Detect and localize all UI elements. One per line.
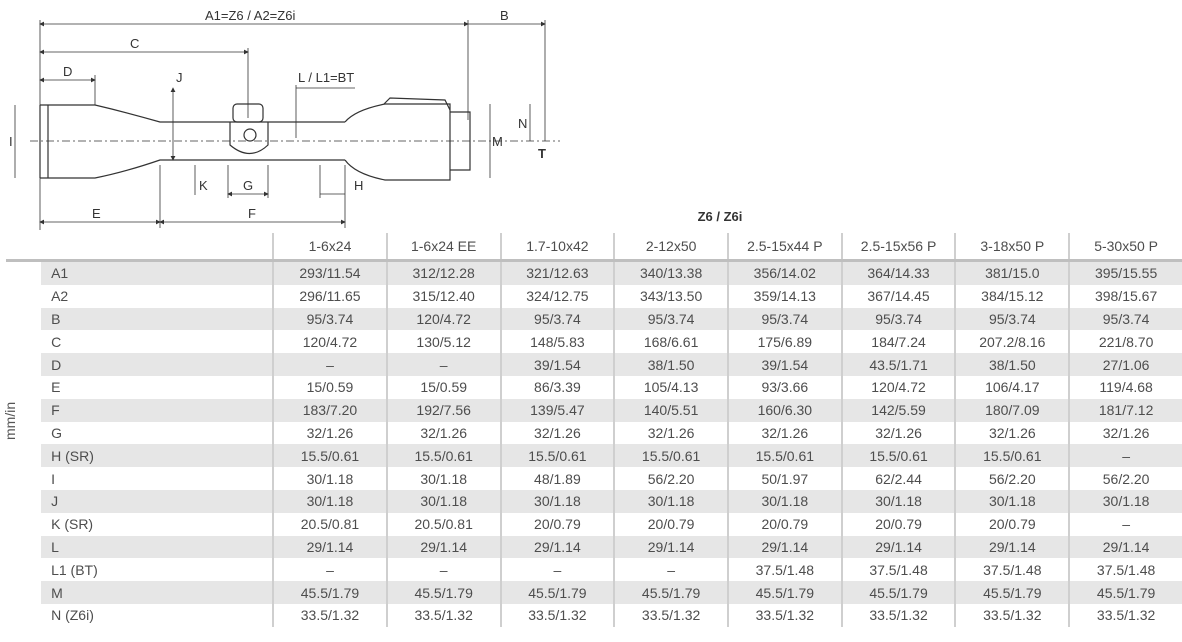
dimension-value: 38/1.50 [614,353,728,376]
table-row [6,581,1182,604]
dimension-value: 142/5.59 [842,399,956,422]
label-h: H [354,178,364,193]
dimension-value: 30/1.18 [387,490,501,513]
dimension-value: 32/1.26 [955,422,1069,445]
table-header-row [6,233,1182,261]
model-header: 2-12x50 [614,233,728,261]
dimension-value: 207.2/8.16 [955,330,1069,353]
unit-label: mm/in [2,401,18,440]
dimension-value: 293/11.54 [273,261,387,285]
dimension-value: 343/13.50 [614,285,728,308]
dimension-value: 160/6.30 [728,399,842,422]
dimension-value: 15.5/0.61 [273,444,387,467]
dimension-value: 45.5/1.79 [501,581,615,604]
dimension-name: L [41,536,273,559]
table-row [6,490,1182,513]
model-header: 2.5-15x44 P [728,233,842,261]
dimension-name: G [41,422,273,445]
dimension-value: 15/0.59 [273,376,387,399]
dimension-value: 33.5/1.32 [387,604,501,627]
label-d: D [63,64,73,79]
dimension-value: 120/4.72 [842,376,956,399]
dimension-value: 95/3.74 [1069,308,1182,331]
label-k: K [199,178,208,193]
dimension-value: 33.5/1.32 [501,604,615,627]
specification-table [6,233,1182,627]
dimension-value: 95/3.74 [501,308,615,331]
dimension-value: 56/2.20 [955,467,1069,490]
table-row [6,330,1182,353]
label-l: L / L1=BT [298,70,355,85]
dimension-value: 32/1.26 [728,422,842,445]
dimension-value: 33.5/1.32 [273,604,387,627]
dimension-value: 32/1.26 [501,422,615,445]
dimension-value: 56/2.20 [614,467,728,490]
dimension-name: H (SR) [41,444,273,467]
dimension-name: E [41,376,273,399]
dimension-name: B [41,308,273,331]
dimension-value: 20/0.79 [614,513,728,536]
dimension-value: 364/14.33 [842,261,956,285]
dimension-value: 367/14.45 [842,285,956,308]
label-i: I [9,134,13,149]
dimension-value: 95/3.74 [614,308,728,331]
dimension-value: 181/7.12 [1069,399,1182,422]
dimension-value: 395/15.55 [1069,261,1182,285]
label-f: F [248,206,256,221]
dimension-value: 105/4.13 [614,376,728,399]
dimension-value: 33.5/1.32 [614,604,728,627]
dimension-value: 15.5/0.61 [728,444,842,467]
table-row [6,467,1182,490]
dimension-value: 398/15.67 [1069,285,1182,308]
dimension-value: 30/1.18 [273,490,387,513]
dimension-value: 45.5/1.79 [614,581,728,604]
model-header: 3-18x50 P [955,233,1069,261]
dimension-value: 30/1.18 [955,490,1069,513]
dimension-value: 32/1.26 [614,422,728,445]
dimension-value: 15.5/0.61 [614,444,728,467]
dimension-value: 183/7.20 [273,399,387,422]
dimension-value: 148/5.83 [501,330,615,353]
dimension-value: 120/4.72 [273,330,387,353]
dimension-name: I [41,467,273,490]
model-header: 1.7-10x42 [501,233,615,261]
dimension-value: 33.5/1.32 [842,604,956,627]
dimension-value: 32/1.26 [273,422,387,445]
dimension-value: 48/1.89 [501,467,615,490]
dimension-value: 221/8.70 [1069,330,1182,353]
dimension-value: 33.5/1.32 [1069,604,1182,627]
dimension-value: 356/14.02 [728,261,842,285]
label-c: C [130,36,140,51]
dimension-value: 324/12.75 [501,285,615,308]
dimension-value: 95/3.74 [842,308,956,331]
dimension-value: 15.5/0.61 [501,444,615,467]
label-g: G [243,178,254,193]
dimension-value: 30/1.18 [842,490,956,513]
dimension-value: 130/5.12 [387,330,501,353]
label-a: A1=Z6 / A2=Z6i [205,8,296,23]
dimension-value: 106/4.17 [955,376,1069,399]
table-row [6,353,1182,376]
dimension-value: – [1069,513,1182,536]
table-row [6,285,1182,308]
dimension-value: 95/3.74 [273,308,387,331]
dimension-value: 29/1.14 [728,536,842,559]
dimension-value: 37.5/1.48 [728,558,842,581]
dimension-value: 30/1.18 [387,467,501,490]
dimension-value: 15/0.59 [387,376,501,399]
dimension-value: 43.5/1.71 [842,353,956,376]
dimension-value: – [273,558,387,581]
dimension-name: A2 [41,285,273,308]
dimension-value: 29/1.14 [387,536,501,559]
dimension-value: 39/1.54 [501,353,615,376]
label-b: B [500,8,509,23]
dimension-value: 45.5/1.79 [842,581,956,604]
dimension-value: 45.5/1.79 [728,581,842,604]
table-row [6,558,1182,581]
dimension-value: 33.5/1.32 [728,604,842,627]
dimension-value: 184/7.24 [842,330,956,353]
model-header: 1-6x24 EE [387,233,501,261]
table-row [6,422,1182,445]
dimension-value: 30/1.18 [501,490,615,513]
dimension-name: F [41,399,273,422]
dimension-value: 45.5/1.79 [1069,581,1182,604]
label-j: J [176,70,183,85]
dimension-value: 56/2.20 [1069,467,1182,490]
dimension-value: 20/0.79 [955,513,1069,536]
dimension-value: 359/14.13 [728,285,842,308]
dimension-value: 20/0.79 [501,513,615,536]
table-group-title: Z6 / Z6i [697,209,743,224]
table-row [6,399,1182,422]
dimension-value: – [614,558,728,581]
dimension-value: 32/1.26 [1069,422,1182,445]
dimension-value: 37.5/1.48 [1069,558,1182,581]
dimension-name: K (SR) [41,513,273,536]
model-header: 5-30x50 P [1069,233,1182,261]
dimension-name: N (Z6i) [41,604,273,627]
dimension-value: 30/1.18 [273,467,387,490]
dimension-value: 37.5/1.48 [842,558,956,581]
dimension-value: 93/3.66 [728,376,842,399]
label-m: M [492,134,503,149]
dimension-value: 20/0.79 [842,513,956,536]
dimension-value: 62/2.44 [842,467,956,490]
dimension-name: L1 (BT) [41,558,273,581]
dimension-value: 15.5/0.61 [387,444,501,467]
table-row [6,308,1182,331]
dimension-value: 29/1.14 [273,536,387,559]
dimension-name: A1 [41,261,273,285]
scope-dimension-diagram [0,0,600,232]
dimension-value: 45.5/1.79 [387,581,501,604]
dimension-value: 180/7.09 [955,399,1069,422]
table-row [6,261,1182,285]
label-e: E [92,206,101,221]
dimension-value: 32/1.26 [387,422,501,445]
scope-outline [40,98,470,180]
label-t: T [538,146,546,161]
dimension-value: 384/15.12 [955,285,1069,308]
model-header: 1-6x24 [273,233,387,261]
dimension-value: 168/6.61 [614,330,728,353]
dimension-value: – [1069,444,1182,467]
table-row [6,376,1182,399]
dimension-value: 45.5/1.79 [955,581,1069,604]
table-row [6,536,1182,559]
model-header: 2.5-15x56 P [842,233,956,261]
dimension-value: 20/0.79 [728,513,842,536]
dimension-value: 86/3.39 [501,376,615,399]
dimension-value: 315/12.40 [387,285,501,308]
dimension-value: 29/1.14 [955,536,1069,559]
dimension-value: 45.5/1.79 [273,581,387,604]
dimension-value: 140/5.51 [614,399,728,422]
dimension-name: J [41,490,273,513]
table-row [6,513,1182,536]
dimension-value: 39/1.54 [728,353,842,376]
dimension-value: 321/12.63 [501,261,615,285]
dimension-value: 312/12.28 [387,261,501,285]
dimension-value: 33.5/1.32 [955,604,1069,627]
label-n: N [518,116,528,131]
dimension-value: 340/13.38 [614,261,728,285]
table-row [6,604,1182,627]
dimension-value: 20.5/0.81 [387,513,501,536]
dimension-value: 296/11.65 [273,285,387,308]
dimension-value: 95/3.74 [728,308,842,331]
dimension-value: – [387,558,501,581]
dimension-value: 175/6.89 [728,330,842,353]
dimension-value: 29/1.14 [1069,536,1182,559]
dimension-value: – [273,353,387,376]
dimension-value: 32/1.26 [842,422,956,445]
dimension-value: 119/4.68 [1069,376,1182,399]
dimension-value: 120/4.72 [387,308,501,331]
dimension-value: 192/7.56 [387,399,501,422]
dimension-value: 30/1.18 [728,490,842,513]
dimension-name: C [41,330,273,353]
dimension-value: 29/1.14 [501,536,615,559]
dimension-value: – [501,558,615,581]
dimension-value: 15.5/0.61 [842,444,956,467]
dimension-value: 37.5/1.48 [955,558,1069,581]
dimension-value: 27/1.06 [1069,353,1182,376]
dimension-value: 38/1.50 [955,353,1069,376]
dimension-value: 381/15.0 [955,261,1069,285]
dimension-value: 20.5/0.81 [273,513,387,536]
dimension-value: 29/1.14 [614,536,728,559]
dimension-name: M [41,581,273,604]
dimension-value: 95/3.74 [955,308,1069,331]
dimension-value: 50/1.97 [728,467,842,490]
dimension-value: 15.5/0.61 [955,444,1069,467]
dimension-value: 30/1.18 [1069,490,1182,513]
dimension-value: 139/5.47 [501,399,615,422]
dimension-name: D [41,353,273,376]
dimension-value: 29/1.14 [842,536,956,559]
dimension-value: – [387,353,501,376]
dimension-value: 30/1.18 [614,490,728,513]
table-row [6,444,1182,467]
